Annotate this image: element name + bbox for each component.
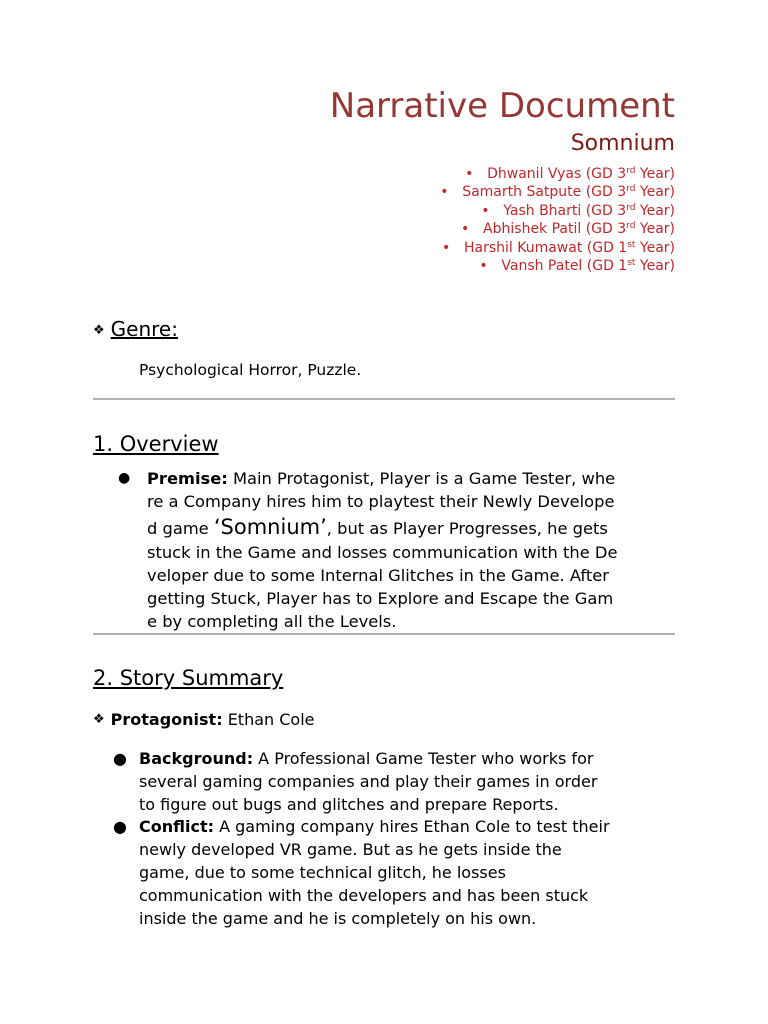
bullet-icon: • xyxy=(441,239,451,256)
overview-heading: 1. Overview xyxy=(93,432,219,456)
bullet-icon: • xyxy=(465,166,474,182)
background-label: Background: xyxy=(139,749,254,768)
genre-text: Psychological Horror, Puzzle. xyxy=(139,361,362,379)
author-item: • Dhwanil Vyas (GD 3rd Year) xyxy=(465,166,675,182)
document-subtitle: Somnium xyxy=(570,131,675,156)
conflict-item: ● Conflict: A gaming company hires Ethan Cole to test their newly developed VR game. But as he gets inside the game, due to some technical glitch, he losses communication with the developers and has been stuck inside the game and he is completely on his own. xyxy=(113,817,610,928)
protagonist-label: Protagonist: xyxy=(110,710,223,729)
author-list xyxy=(440,165,675,275)
section-divider xyxy=(93,398,675,400)
background-item: ● Background: A Professional Game Tester who works for several gaming companies and play their games in order to figure out bugs and glitches and prepare Reports. xyxy=(113,749,598,814)
bullet-icon: • xyxy=(479,258,488,275)
author-item: • Samarth Satpute (GD 3rd Year) xyxy=(440,184,675,201)
protagonist-line xyxy=(93,710,315,729)
protagonist-name: Ethan Cole xyxy=(222,710,315,729)
bullet-icon: ● xyxy=(113,749,127,768)
premise-line: stuck in the Game and losses communication with the De xyxy=(147,543,618,562)
diamond-bullet-icon: ❖ xyxy=(93,712,105,727)
conflict-label: Conflict: xyxy=(139,817,214,837)
premise-line: e by completing all the Levels. xyxy=(147,612,397,631)
premise-line: getting Stuck, Player has to Explore and Escape the Gam xyxy=(147,589,614,608)
game-title-quote: ‘Somnium’ xyxy=(213,515,327,539)
premise-label: Premise: xyxy=(147,469,228,488)
bullet-icon: • xyxy=(440,184,449,201)
premise-item xyxy=(118,467,678,633)
author-item: • Vansh Patel (GD 1st Year) xyxy=(479,258,675,275)
author-item: • Yash Bharti (GD 3rd Year) xyxy=(481,202,675,219)
story-summary-heading: 2. Story Summary xyxy=(93,666,284,690)
protagonist-details-list xyxy=(113,748,683,930)
premise-line: re a Company hires him to playtest their Newly Develope xyxy=(147,492,615,511)
premise-line: d game ‘Somnium’, but as Player Progresses, he gets xyxy=(147,515,608,539)
document-title: Narrative Document xyxy=(329,86,675,126)
diamond-bullet-icon: ❖ xyxy=(93,323,105,338)
premise-line: veloper due to some Internal Glitches in the Game. After xyxy=(147,566,609,585)
premise-line: Premise: Main Protagonist, Player is a Game Tester, whe xyxy=(147,469,616,488)
genre-heading xyxy=(93,317,178,341)
author-item: • Harshil Kumawat (GD 1st Year) xyxy=(441,239,675,256)
bullet-icon: ● xyxy=(118,470,131,486)
bullet-icon: ● xyxy=(113,817,127,837)
bullet-icon: • xyxy=(461,221,470,238)
section-divider xyxy=(93,633,675,635)
author-item: • Abhishek Patil (GD 3rd Year) xyxy=(461,221,675,238)
bullet-icon: • xyxy=(481,202,490,219)
genre-label: Genre: xyxy=(110,317,178,341)
